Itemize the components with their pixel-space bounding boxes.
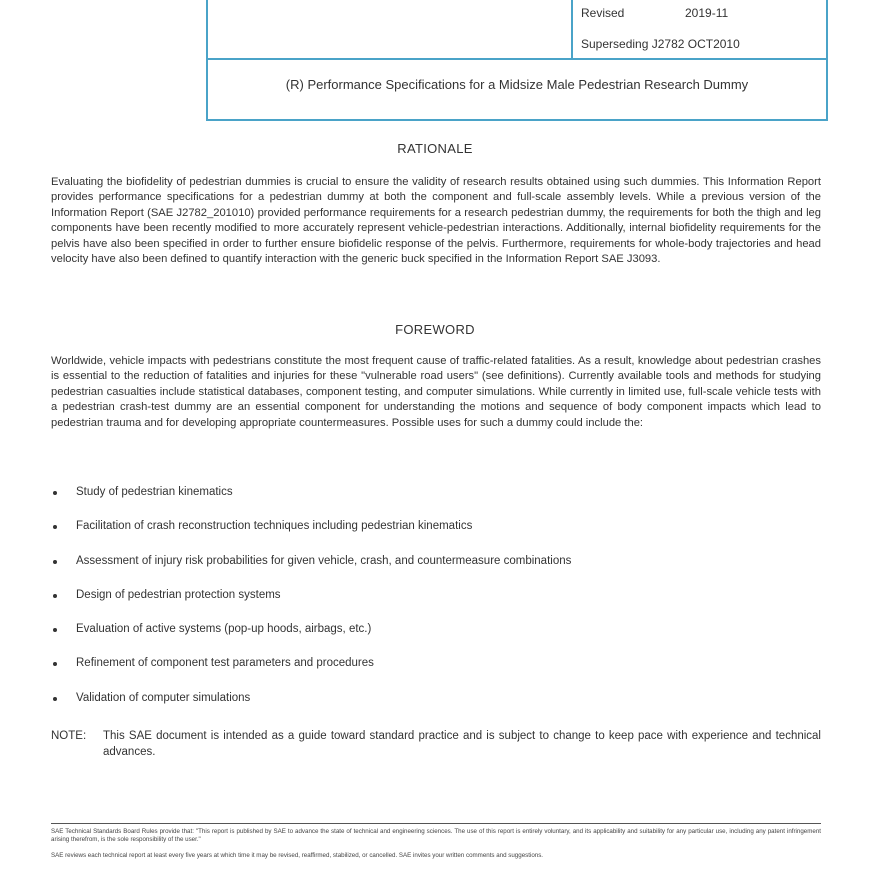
footer-review-notice: SAE reviews each technical report at least every five years at which time it may be revised, reaffirmed, stabilized, or cancelled. SAE invites your written comments and suggestions. xyxy=(51,852,544,859)
list-item-text: Facilitation of crash reconstruction techniques including pedestrian kinematics xyxy=(76,520,473,533)
list-item-text: Refinement of component test parameters and procedures xyxy=(76,657,374,670)
uses-list xyxy=(51,486,821,726)
list-item xyxy=(51,486,821,520)
footer-disclaimer: SAE Technical Standards Board Rules provide that: "This report is published by SAE to advance the state of technical and engineering sciences. The use of this report is entirely voluntary, and its applicability and suitability for any particular use, including any patent infringement arising therefrom, is the sole responsibility of the user." xyxy=(51,828,821,843)
document-title: (R) Performance Specifications for a Midsize Male Pedestrian Research Dummy xyxy=(285,77,749,92)
list-item-text: Design of pedestrian protection systems xyxy=(76,588,281,601)
bullet-icon xyxy=(53,525,57,529)
foreword-paragraph: Worldwide, vehicle impacts with pedestrians constitute the most frequent cause of traffic-related fatalities. As a result, knowledge about pedestrian crashes is essential to the reduction of fatalities and injuries for these "vulnerable road users" (see definitions). Currently available tools and methods for studying pedestrian casualties include statistical databases, component testing, and computer simulations. While currently in limited use, full-scale vehicle tests with a pedestrian crash-test dummy are an essential component for understanding the motions and sequence of body component impacts which lead to pedestrian trauma and for developing appropriate countermeasures. Possible uses for such a dummy could include the: xyxy=(51,355,821,429)
bullet-icon xyxy=(53,697,57,701)
bullet-icon xyxy=(53,491,57,495)
foreword-heading: FOREWORD xyxy=(395,322,475,337)
list-item xyxy=(51,692,821,726)
bullet-icon xyxy=(53,560,57,564)
footer-divider xyxy=(51,823,821,824)
list-item xyxy=(51,520,821,554)
bullet-icon xyxy=(53,662,57,666)
header-divider xyxy=(571,0,573,58)
list-item xyxy=(51,657,821,691)
list-item-text: Validation of computer simulations xyxy=(76,691,251,704)
rationale-heading: RATIONALE xyxy=(397,141,473,156)
note-text: This SAE document is intended as a guide toward standard practice and is subject to change to keep pace with experience and technical advances. xyxy=(103,730,821,758)
list-item xyxy=(51,589,821,623)
bullet-icon xyxy=(53,594,57,598)
superseding-info: Superseding J2782 OCT2010 xyxy=(581,37,740,51)
list-item-text: Assessment of injury risk probabilities for given vehicle, crash, and countermeasure combinations xyxy=(76,554,572,567)
bullet-icon xyxy=(53,628,57,632)
list-item xyxy=(51,623,821,657)
list-item-text: Study of pedestrian kinematics xyxy=(76,486,233,498)
note-label: NOTE: xyxy=(51,730,87,742)
revised-label: Revised xyxy=(581,6,625,20)
list-item-text: Evaluation of active systems (pop-up hoods, airbags, etc.) xyxy=(76,623,372,636)
rationale-paragraph: Evaluating the biofidelity of pedestrian dummies is crucial to ensure the validity of research results obtained using such dummies. This Information Report provides performance specifications for a pedestrian dummy at both the component and full-scale assembly levels. While a previous version of the Information Report (SAE J2782_201010) provided performance requirements for a research pedestrian dummy, the requirements for both the thigh and leg components have been recently modified to more accurately represent vehicle-pedestrian interactions. Additionally, internal biofidelity requirements for the pelvis have also been specified in order to further ensure biofidelic response of the pelvis. Furthermore, requirements for whole-body trajectories and head velocity have also been defined to quantify interaction with the generic buck specified in the Information Report SAE J3093. xyxy=(51,176,821,266)
document-header-box xyxy=(206,0,828,121)
list-item xyxy=(51,555,821,589)
header-info-row xyxy=(208,0,826,60)
revised-date: 2019-11 xyxy=(685,6,729,20)
